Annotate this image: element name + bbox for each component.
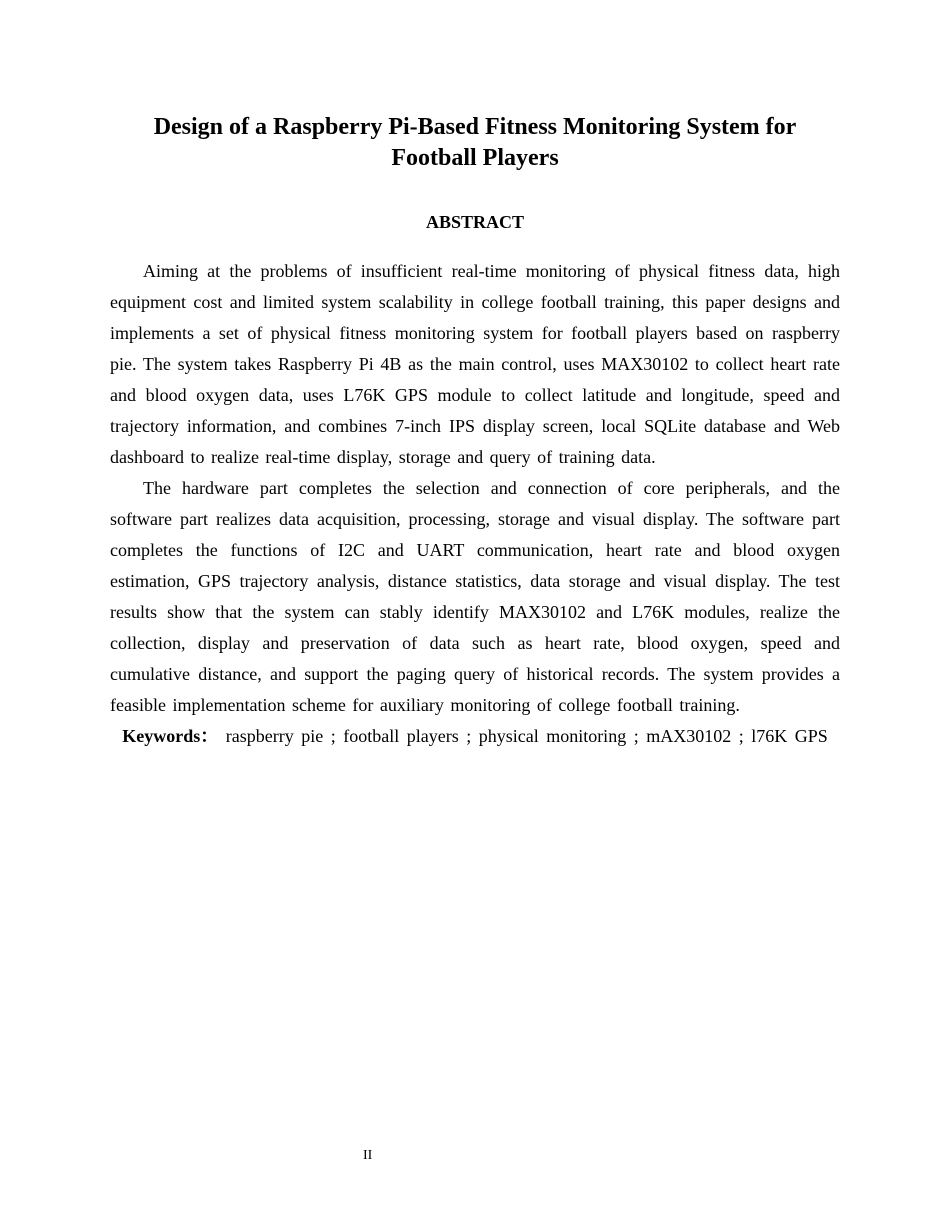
abstract-paragraph-2: The hardware part completes the selection and connection of core peripherals, and the software part realizes data acquisition, processing, storage and visual display. The software part completes the functions of I2C and UART communication, heart rate and blood oxygen estimation, GPS trajectory analysis, distance statistics, data storage and visual display. The test results show that the system can stably identify MAX30102 and L76K modules, realize the collection, display and preservation of data such as heart rate, blood oxygen, speed and cumulative distance, and support the paging query of historical records. The system provides a feasible implementation scheme for auxiliary monitoring of college football training.: [110, 478, 840, 715]
page-number: II: [363, 1148, 373, 1163]
abstract-paragraph-1: Aiming at the problems of insufficient real-time monitoring of physical fitness data, high equipment cost and limited system scalability in college football training, this paper designs and implements a set of physical fitness monitoring system for football players based on raspberry pie. The system takes Raspberry Pi 4B as the main control, uses MAX30102 to collect heart rate and blood oxygen data, uses L76K GPS module to collect latitude and longitude, speed and trajectory information, and combines 7-inch IPS display screen, local SQLite database and Web dashboard to realize real-time display, storage and query of training data.: [110, 261, 840, 467]
keywords-label: Keywords：: [122, 726, 219, 746]
document-title: Design of a Raspberry Pi-Based Fitness Monitoring System for Football Players: [153, 114, 797, 171]
keywords-line: [110, 721, 840, 752]
abstract-body: [110, 256, 840, 752]
keywords-text: raspberry pie ; football players ; physical monitoring ; mAX30102 ; l76K GPS: [225, 726, 828, 746]
abstract-heading: ABSTRACT: [425, 212, 525, 232]
